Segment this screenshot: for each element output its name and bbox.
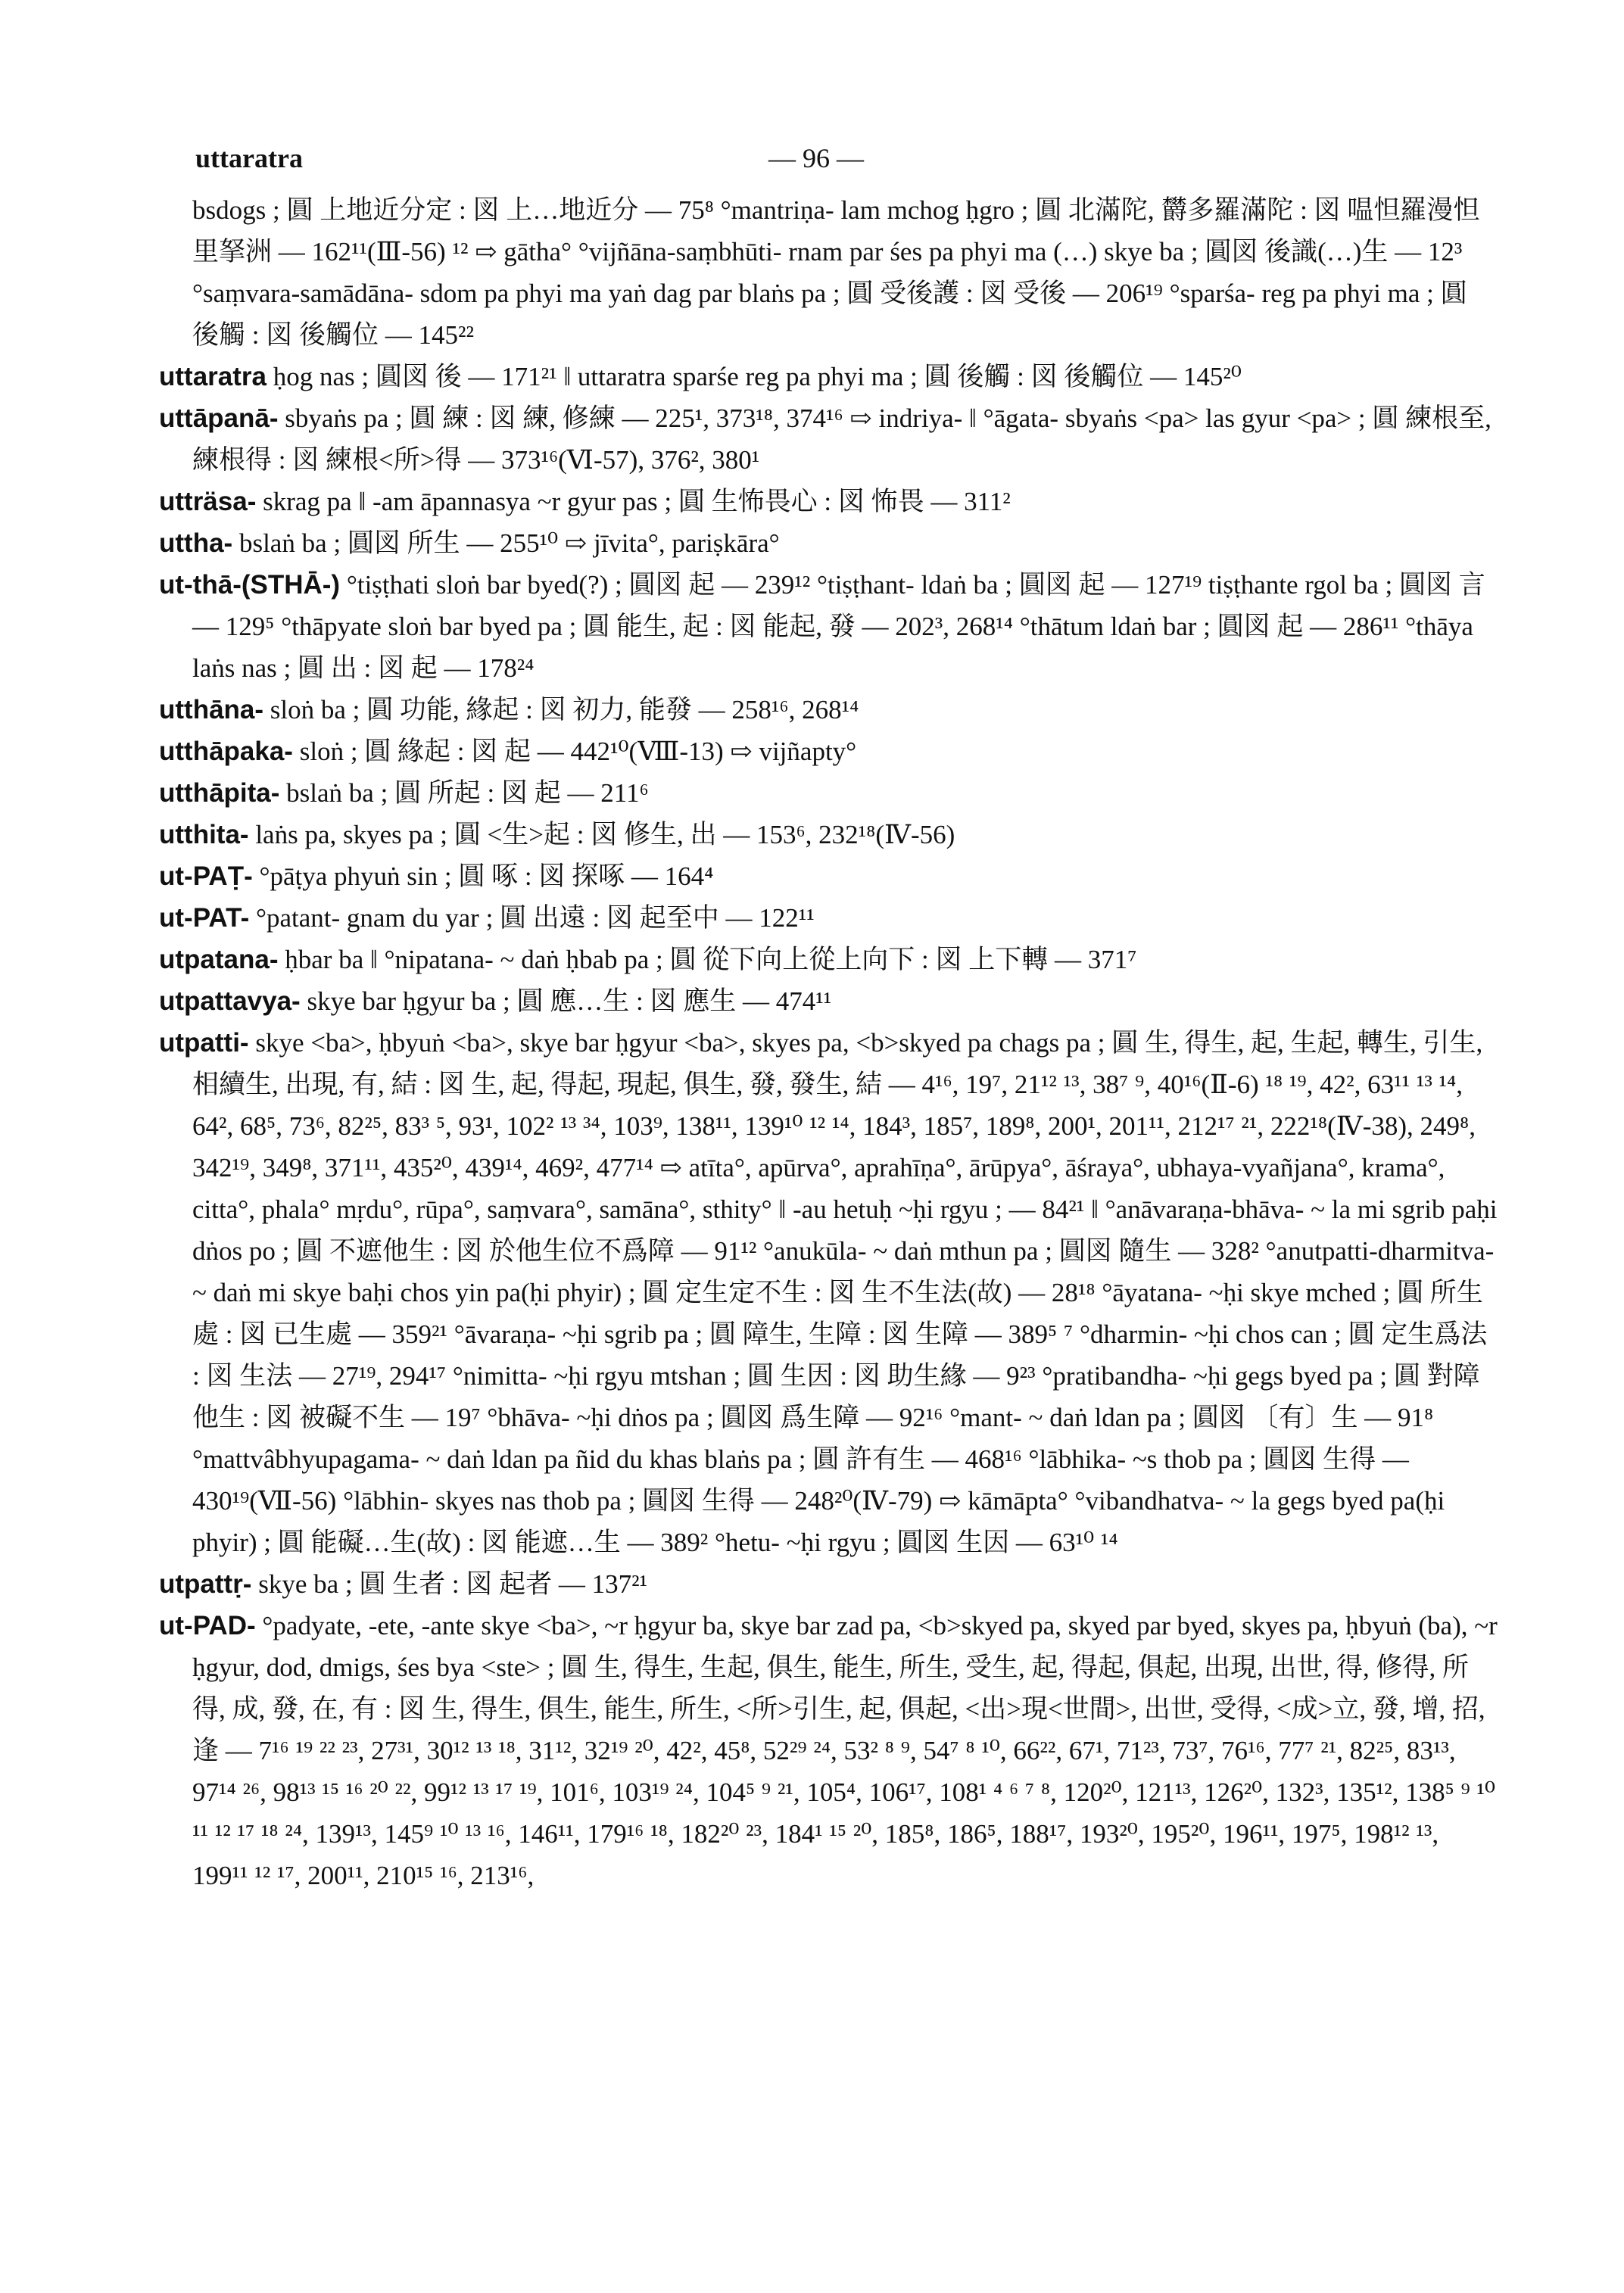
- dictionary-entry: [159, 939, 1499, 980]
- page-number: — 96 —: [768, 143, 864, 173]
- dictionary-entry: [159, 1605, 1499, 1896]
- entry-headword: ut-PAṬ-: [159, 861, 253, 891]
- dictionary-entry: [159, 1022, 1499, 1563]
- dictionary-entry: [159, 689, 1499, 731]
- entry-headword: utpattavya-: [159, 986, 301, 1016]
- entry-headword: ut-PAD-: [159, 1611, 256, 1640]
- dictionary-entry: [159, 564, 1499, 689]
- entry-headword: utpattṛ-: [159, 1569, 252, 1599]
- entry-headword: utthita-: [159, 820, 249, 849]
- entry-headword: utthāpita-: [159, 778, 280, 808]
- running-headword: uttaratra: [195, 143, 303, 173]
- entry-text: sbyaṅs pa ; 圓 練 : 図 練, 修練 — 225¹, 373¹⁸, 374¹⁶ ⇨ indriya- ‖ °āgata- sbyaṅs <pa> las gyur <pa> ; 圓 練根至, 練根得 : 図 練根<所>得 — 373¹⁶(Ⅵ-57), 376², 380¹: [192, 403, 1492, 475]
- running-head: [195, 142, 1437, 180]
- entry-headword: utthāpaka-: [159, 737, 293, 766]
- entry-text: ḥog nas ; 圓図 後 — 171²¹ ‖ uttaratra sparśe reg pa phyi ma ; 圓 後觸 : 図 後觸位 — 145²⁰: [273, 362, 1242, 391]
- entry-text: skye bar ḥgyur ba ; 圓 應…生 : 図 應生 — 474¹¹: [307, 986, 832, 1016]
- dictionary-entry: [159, 481, 1499, 522]
- entry-text: °pāṭya phyuṅ sin ; 圓 啄 : 図 探啄 — 164⁴: [259, 861, 714, 891]
- dictionary-entry: [159, 189, 1499, 356]
- dictionary-entry: [159, 522, 1499, 564]
- dictionary-entry: [159, 980, 1499, 1022]
- entry-headword: ut-PAT-: [159, 903, 250, 933]
- dictionary-entry: [159, 814, 1499, 855]
- entry-text: skye <ba>, ḥbyuṅ <ba>, skye bar ḥgyur <ba>, skyes pa, <b>skyed pa chags pa ; 圓 生, 得生, 起, 生起, 轉生, 引生, 相續生, 出現, 有, 結 : 図 生, 起, 得起, 現起, 俱生, 發, 發生, 結 — 4¹⁶, 19⁷, 21¹² ¹³, 38⁷ ⁹, 40¹⁶(Ⅱ-6) ¹⁸ ¹⁹, 42², 63¹¹ ¹³ ¹⁴, 64², 68⁵, 73⁶, 82²⁵, 83³ ⁵, 93¹, 102² ¹³ ³⁴, 103⁹, 138¹¹, 139¹⁰ ¹² ¹⁴, 184³, 185⁷, 189⁸, 200¹, 201¹¹, 212¹⁷ ²¹, 222¹⁸(Ⅳ-38), 249⁸, 342¹⁹, 349⁸, 371¹¹, 435²⁰, 439¹⁴, 469², 477¹⁴ ⇨ atīta°, apūrva°, aprahīṇa°, ārūpya°, āśraya°, ubhaya-vyañjana°, krama°, citta°, phala° mṛdu°, rūpa°, saṃvara°, samāna°, sthity° ‖ -au hetuḥ ~ḥi rgyu ; — 84²¹ ‖ °anāvaraṇa-bhāva- ~ la mi sgrib paḥi dṅos po ; 圓 不遮他生 : 図 於他生位不爲障 — 91¹² °anukūla- ~ daṅ mthun pa ; 圓図 隨生 — 328² °anutpatti-dharmitva- ~ daṅ mi skye baḥi chos yin pa(ḥi phyir) ; 圓 定生定不生 : 図 生不生法(故) — 28¹⁸ °āyatana- ~ḥi skye mched ; 圓 所生處 : 図 已生處 — 359²¹ °āvaraṇa- ~ḥi sgrib pa ; 圓 障生, 生障 : 図 生障 — 389⁵ ⁷ °dharmin- ~ḥi chos can ; 圓 定生爲法 : 図 生法 — 27¹⁹, 294¹⁷ °nimitta- ~ḥi rgyu mtshan ; 圓 生因 : 図 助生緣 — 9²³ °pratibandha- ~ḥi gegs byed pa ; 圓 對障他生 : 図 被礙不生 — 19⁷ °bhāva- ~ḥi dṅos pa ; 圓図 爲生障 — 92¹⁶ °mant- ~ daṅ ldan pa ; 圓図 〔有〕生 — 91⁸ °mattvâbhyupagama- ~ daṅ ldan pa ñid du khas blaṅs pa ; 圓 許有生 — 468¹⁶ °lābhika- ~s thob pa ; 圓図 生得 — 430¹⁹(Ⅶ-56) °lābhin- skyes nas thob pa ; 圓図 生得 — 248²⁰(Ⅳ-79) ⇨ kāmāpta° °vibandhatva- ~ la gegs byed pa(ḥi phyir) ; 圓 能礙…生(故) : 図 能遮…生 — 389² °hetu- ~ḥi rgyu ; 圓図 生因 — 63¹⁰ ¹⁴: [192, 1028, 1498, 1557]
- entry-text: ḥbar ba ‖ °nipatana- ~ daṅ ḥbab pa ; 圓 從下向上從上向下 : 図 上下轉 — 371⁷: [285, 945, 1137, 974]
- entry-text: sloṅ ; 圓 緣起 : 図 起 — 442¹⁰(Ⅷ-13) ⇨ vijñapty°: [299, 737, 857, 766]
- entry-text: sloṅ ba ; 圓 功能, 緣起 : 図 初力, 能發 — 258¹⁶, 268¹⁴: [270, 695, 859, 724]
- entry-text: °patant- gnam du yar ; 圓 出遠 : 図 起至中 — 122¹¹: [255, 903, 815, 933]
- entry-headword: utträsa-: [159, 487, 257, 516]
- dictionary-entry: [159, 356, 1499, 397]
- entry-headword: uttha-: [159, 528, 233, 558]
- entry-text: laṅs pa, skyes pa ; 圓 <生>起 : 図 修生, 出 — 153⁶, 232¹⁸(Ⅳ-56): [255, 820, 955, 849]
- dictionary-entry: [159, 855, 1499, 897]
- dictionary-entry: [159, 397, 1499, 481]
- entry-text: skye ba ; 圓 生者 : 図 起者 — 137²¹: [258, 1569, 648, 1599]
- entry-headword: ut-thā-(STHĀ-): [159, 570, 341, 600]
- dictionary-entry: [159, 772, 1499, 814]
- dictionary-entry: [159, 731, 1499, 772]
- dictionary-entries: [159, 189, 1499, 1896]
- entry-text: °padyate, -ete, -ante skye <ba>, ~r ḥgyur ba, skye bar zad pa, <b>skyed pa, skyed par byed, skyes pa, ḥbyuṅ (ba), ~r ḥgyur, dod, dmigs, śes bya <ste> ; 圓 生, 得生, 生起, 俱生, 能生, 所生, 受生, 起, 得起, 俱起, 出現, 出世, 得, 修得, 所得, 成, 發, 在, 有 : 図 生, 得生, 俱生, 能生, 所生, <所>引生, 起, 俱起, <出>現<世間>, 出世, 受得, <成>立, 發, 增, 招, 逢 — 7¹⁶ ¹⁹ ²² ²³, 27³¹, 30¹² ¹³ ¹⁸, 31¹², 32¹⁹ ²⁰, 42², 45⁸, 52²⁹ ²⁴, 53² ⁸ ⁹, 54⁷ ⁸ ¹⁰, 66²², 67¹, 71²³, 73⁷, 76¹⁶, 77⁷ ²¹, 82²⁵, 83¹³, 97¹⁴ ²⁶, 98¹³ ¹⁵ ¹⁶ ²⁰ ²², 99¹² ¹³ ¹⁷ ¹⁹, 101⁶, 103¹⁹ ²⁴, 104⁵ ⁹ ²¹, 105⁴, 106¹⁷, 108¹ ⁴ ⁶ ⁷ ⁸, 120²⁰, 121¹³, 126²⁰, 132³, 135¹², 138⁵ ⁹ ¹⁰ ¹¹ ¹² ¹⁷ ¹⁸ ²⁴, 139¹³, 145⁹ ¹⁰ ¹³ ¹⁶, 146¹¹, 179¹⁶ ¹⁸, 182²⁰ ²³, 184¹ ¹⁵ ²⁰, 185⁸, 186⁵, 188¹⁷, 193²⁰, 195²⁰, 196¹¹, 197⁵, 198¹² ¹³, 199¹¹ ¹² ¹⁷, 200¹¹, 210¹⁵ ¹⁶, 213¹⁶,: [192, 1611, 1498, 1890]
- entry-text: °tiṣṭhati sloṅ bar byed(?) ; 圓図 起 — 239¹² °tiṣṭhant- ldaṅ ba ; 圓図 起 — 127¹⁹ tiṣṭhante rgol ba ; 圓図 言 — 129⁵ °thāpyate sloṅ bar byed pa ; 圓 能生, 起 : 図 能起, 發 — 202³, 268¹⁴ °thātum ldaṅ bar ; 圓図 起 — 286¹¹ °thāya laṅs nas ; 圓 出 : 図 起 — 178²⁴: [192, 570, 1485, 683]
- entry-text: bsdogs ; 圓 上地近分定 : 図 上…地近分 — 75⁸ °mantriṇa- lam mchog ḥgro ; 圓 北滿陀, 欝多羅滿陀 : 図 嗢怛羅漫怛里拏洲 — 162¹¹(Ⅲ-56) ¹² ⇨ gātha° °vijñāna-saṃbhūti- rnam par śes pa phyi ma (…) skye ba ; 圓図 後識(…)生 — 12³ °saṃvara-samādāna- sdom pa phyi ma yaṅ dag par blaṅs pa ; 圓 受後護 : 図 受後 — 206¹⁹ °sparśa- reg pa phyi ma ; 圓 後觸 : 図 後觸位 — 145²²: [192, 195, 1480, 350]
- entry-headword: utpatti-: [159, 1028, 249, 1058]
- entry-headword: utthāna-: [159, 695, 264, 724]
- entry-text: bslaṅ ba ; 圓図 所生 — 255¹⁰ ⇨ jīvita°, pariṣkāra°: [238, 528, 780, 558]
- entry-headword: uttāpanā-: [159, 403, 279, 433]
- entry-headword: utpatana-: [159, 945, 279, 974]
- dictionary-entry: [159, 1563, 1499, 1605]
- entry-headword: uttaratra: [159, 362, 267, 391]
- entry-text: skrag pa ‖ -am āpannasya ~r gyur pas ; 圓 生怖畏心 : 図 怖畏 — 311²: [263, 487, 1011, 516]
- entry-text: bslaṅ ba ; 圓 所起 : 図 起 — 211⁶: [286, 778, 649, 808]
- dictionary-entry: [159, 897, 1499, 939]
